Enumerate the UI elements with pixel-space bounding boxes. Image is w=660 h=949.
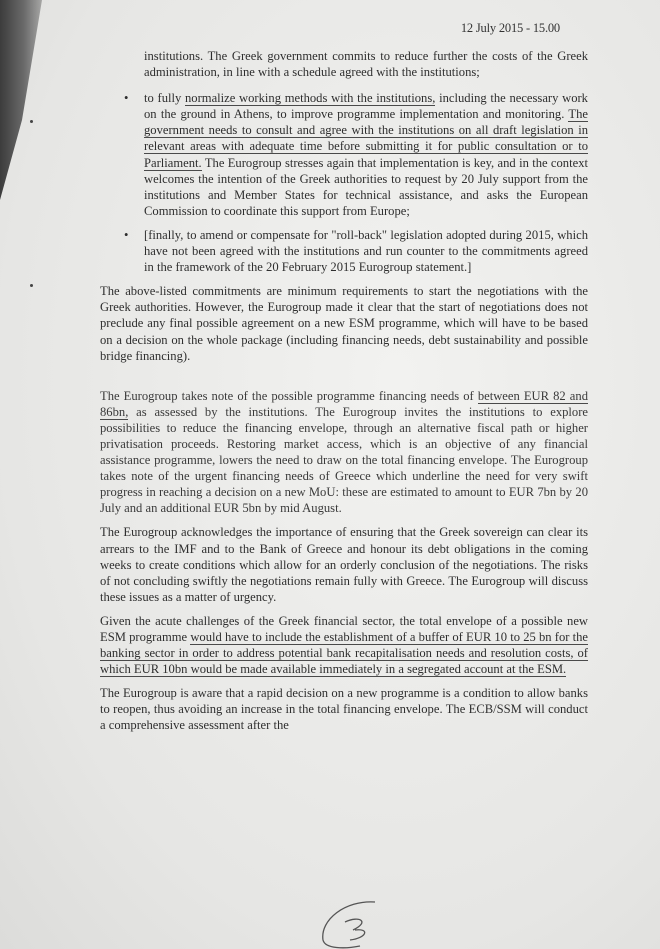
margin-mark <box>30 284 33 287</box>
paragraph-minimum-requirements: The above-listed commitments are minimum requirements to start the negotiations with the Greek authorities. However, the Eurogroup made it clear that the start of negotiations does not preclude any final possible agreement on a new ESM programme, which will have to be based on a decision on the whole package (including financing needs, debt sustainability and possible bridge financing). <box>100 284 588 363</box>
document-timestamp: 12 July 2015 - 15.00 <box>460 21 560 35</box>
handwritten-underline: would have to include the establishment of a buffer of EUR 10 to 25 bn for the banking sector in order to address potential bank recapitalisation needs and resolution costs, of which EUR 10bn would be made available immediately in a segregated account at the ESM. <box>100 630 589 677</box>
paragraph-financing-needs: The Eurogroup takes note of the possible programme financing needs of between EUR 82 and 86bn, as assessed by the institutions. The Eurogroup invites the institutions to explore possibilities to reduce the financing envelope, through an alternative fiscal path or higher privatisation proceeds. Restoring market access, which is an objective of any financial assistance programme, lowers the need to draw on the total financing envelope. The Eurogroup takes note of the urgent financing needs of Greece which underline the need for very swift progress in reaching a decision on a new MoU: these are estimated to amount to EUR 7bn by 20 July and an additional EUR 5bn by mid August. <box>100 388 588 516</box>
bullet-marker: • <box>124 91 129 106</box>
paragraph-arrears: The Eurogroup acknowledges the importance of ensuring that the Greek sovereign can clear its arrears to the IMF and to the Bank of Greece and honour its debt obligations in the coming weeks to create conditions which allow for an orderly conclusion of the negotiations. The risks of not concluding swiftly the negotiations remain fully with Greece. The Eurogroup will discuss these issues as a matter of urgency. <box>100 525 588 604</box>
page-shadow-edge <box>0 0 60 949</box>
document-body <box>100 48 588 734</box>
intro-continuation: institutions. The Greek government commits to reduce further the costs of the Greek administration, in line with a schedule agreed with the institutions; <box>144 49 588 80</box>
paragraph-banks-reopen: The Eurogroup is aware that a rapid decision on a new programme is a condition to allow banks to reopen, thus avoiding an increase in the total financing envelope. The ECB/SSM will conduct a comprehensive assessment after the <box>100 686 588 733</box>
handwritten-underline: between EUR 82 and 86bn, <box>100 388 588 419</box>
handwritten-underline: The government needs to consult and agree with the institutions on all draft legislation in relevant areas with adequate time before submitting it for public consultation or to Parliament. <box>144 107 588 170</box>
margin-mark <box>30 120 33 123</box>
paragraph-banking-buffer: Given the acute challenges of the Greek financial sector, the total envelope of a possible new ESM programme would have to include the establishment of a buffer of EUR 10 to 25 bn for the banking sector in order to address potential bank recapitalisation needs and resolution costs, of which EUR 10bn would be made available immediately in a segregated account at the ESM. <box>100 613 589 677</box>
handwritten-underline: normalize working methods with the institutions, <box>184 91 436 106</box>
handwritten-page-number-icon <box>315 900 405 949</box>
bullet-item-normalize: • to fully normalize working methods with the institutions, including the necessary work on the ground in Athens, to improve programme implementation and monitoring. The government needs to consult and agree with the institutions on all draft legislation in relevant areas with adequate time before submitting it for public consultation or to Parliament. The Eurogroup stresses again that implementation is key, and in the context welcomes the intention of the Greek authorities to request by 20 July support from the institutions and Member States for technical assistance, and asks the European Commission to coordinate this support from Europe; <box>124 91 588 218</box>
bullet-item-rollback: • [finally, to amend or compensate for "roll-back" legislation adopted during 2015, which have not been agreed with the institutions and run counter to the commitments agreed in the framework of the 20 February 2015 Eurogroup statement.] <box>124 227 588 275</box>
bullet-marker: • <box>124 227 129 242</box>
